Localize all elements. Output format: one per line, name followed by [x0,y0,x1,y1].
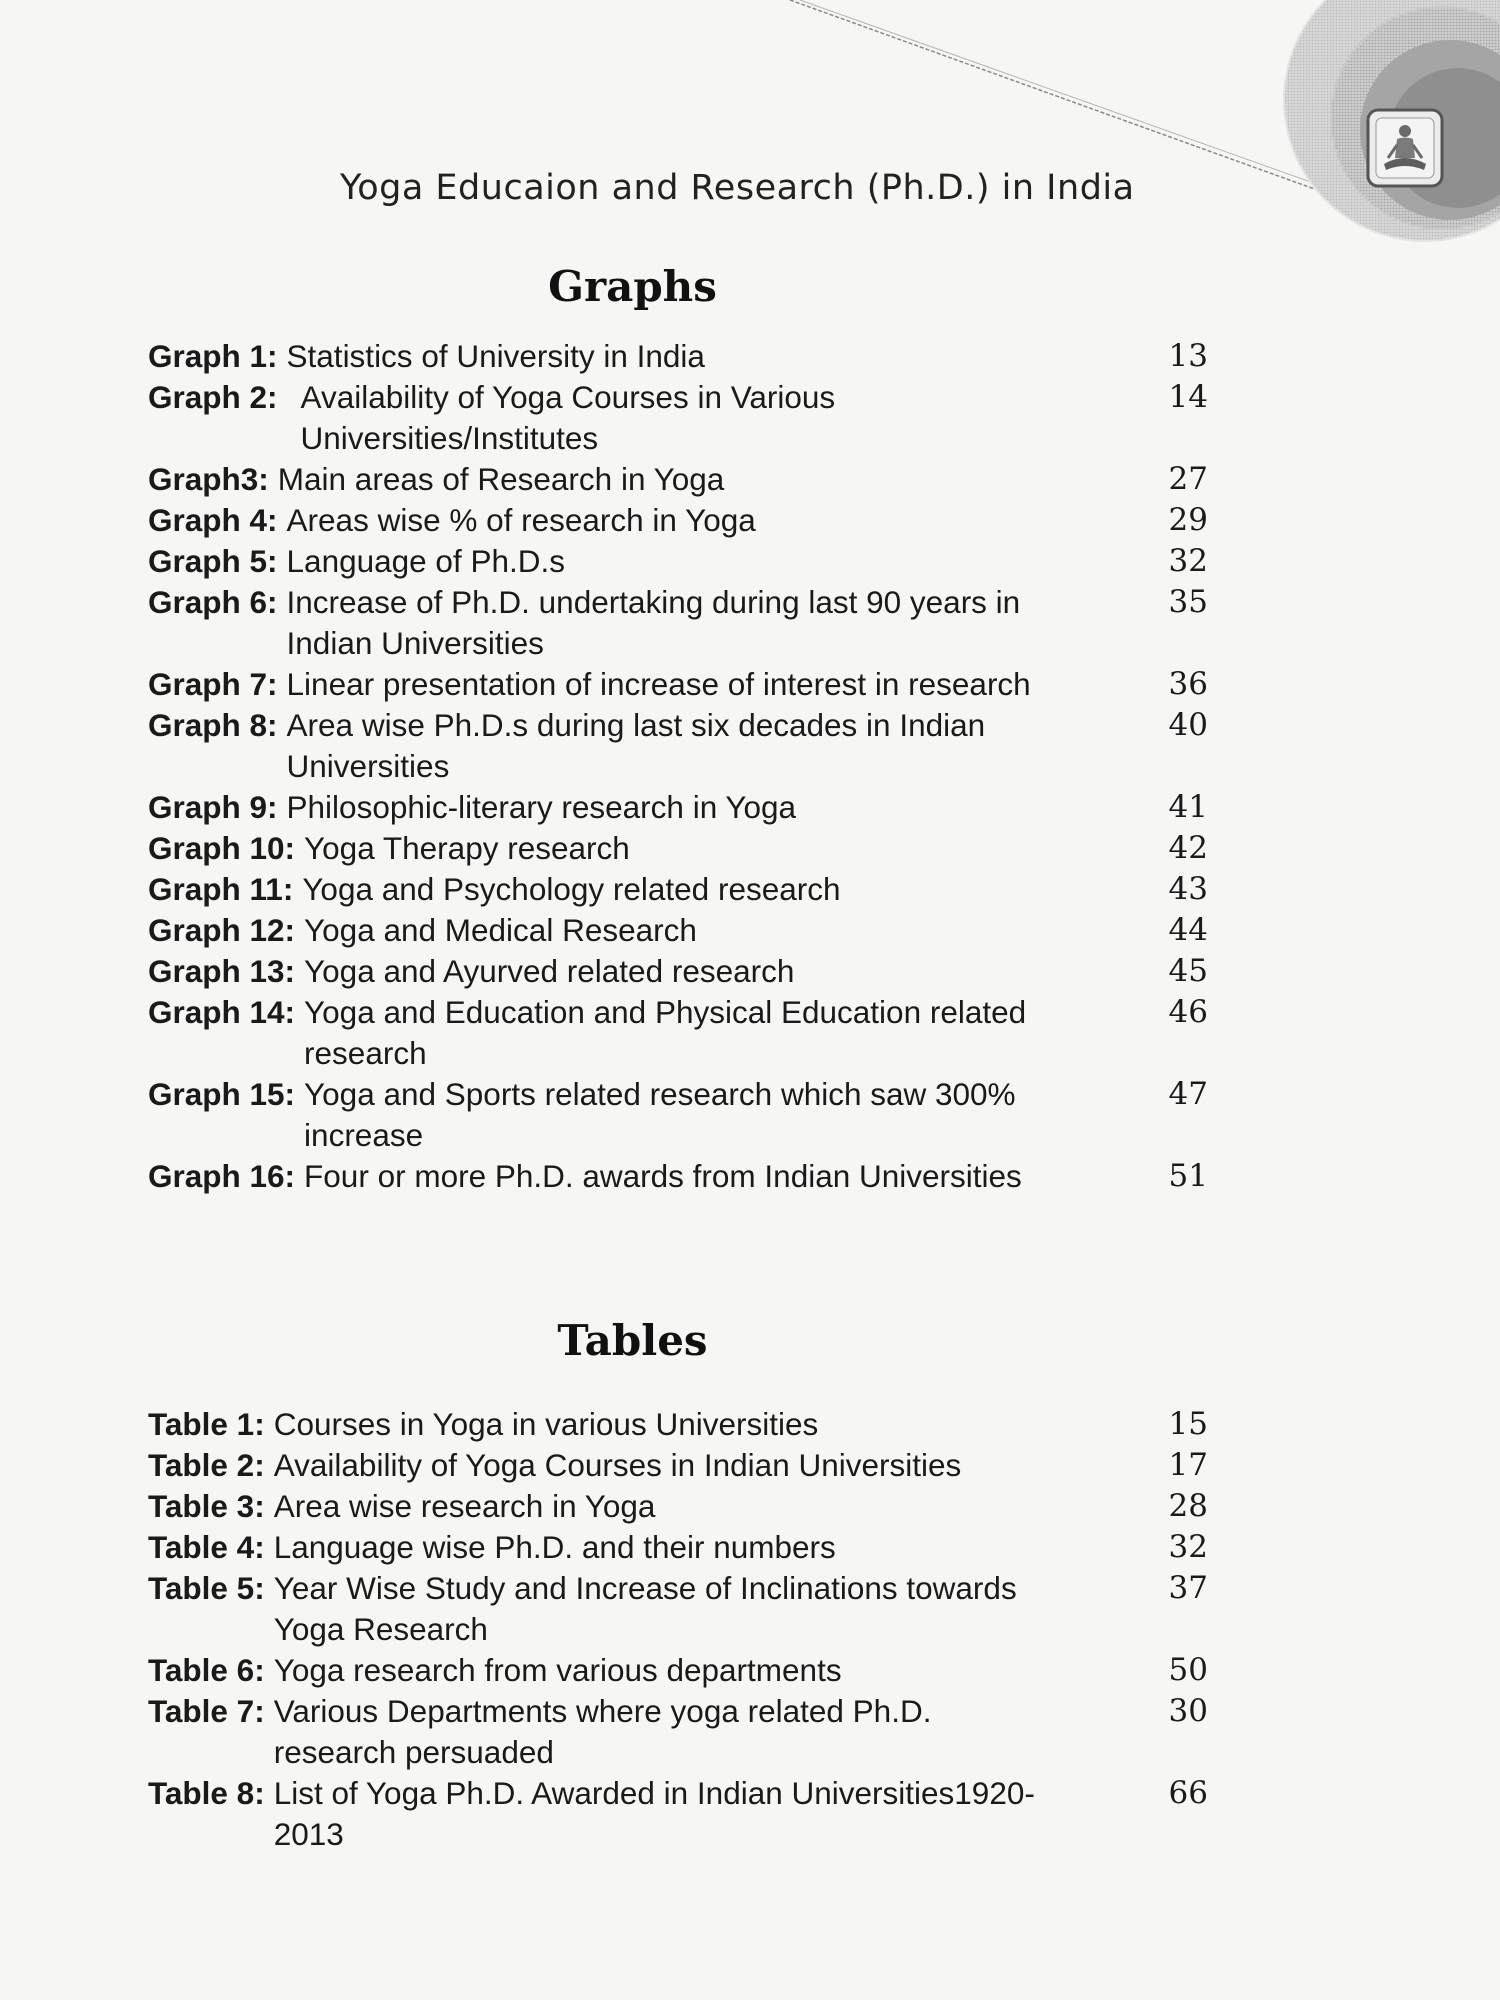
entry-label: Graph 10: [148,830,296,866]
entry-page: 45 [1168,953,1208,989]
graph-entry-8[interactable] [148,705,1208,787]
graph-entry-12[interactable] [148,910,1208,951]
entry-label: Graph 13: [148,953,296,989]
meditating-yogi-icon [1368,110,1442,186]
entry-page: 37 [1168,1570,1208,1606]
graph-entry-15[interactable] [148,1074,1208,1156]
entry-text: Yoga and Ayurved related research [304,953,795,989]
tables-section-title: Tables [557,1316,708,1365]
graph-entry-11[interactable] [148,869,1208,910]
entry-text: Courses in Yoga in various Universities [273,1406,819,1442]
entry-page: 32 [1168,543,1208,579]
graph-entry-1[interactable] [148,336,1208,377]
entry-label: Graph 1: [148,338,278,374]
entry-text: Area wise Ph.D.s during last six decades in Indian Universities [286,707,986,784]
entry-text: Various Departments where yoga related Ph.D. research persuaded [273,1693,932,1770]
entry-label: Graph 16: [148,1158,296,1194]
entry-page: 47 [1168,1076,1208,1112]
entry-text: Availability of Yoga Courses in Indian Universities [273,1447,962,1483]
entry-label: Table 4: [148,1529,265,1565]
entry-label: Graph 2: [148,379,278,415]
running-header: Yoga Educaion and Research (Ph.D.) in India [340,168,1135,208]
entry-label: Graph 9: [148,789,278,825]
graphs-section-title: Graphs [548,262,717,311]
graphs-toc-list [148,336,1208,1197]
table-entry-6[interactable] [148,1650,1208,1691]
entry-page: 40 [1168,707,1208,743]
entry-page: 51 [1168,1158,1208,1194]
entry-page: 13 [1168,338,1208,374]
entry-text: Yoga and Medical Research [304,912,697,948]
entry-text: Increase of Ph.D. undertaking during last 90 years in Indian Universities [286,584,1021,661]
graph-entry-6[interactable] [148,582,1208,664]
entry-text: Statistics of University in India [286,338,705,374]
graph-entry-5[interactable] [148,541,1208,582]
entry-label: Table 7: [148,1693,265,1729]
entry-label: Graph 7: [148,666,278,702]
entry-text: Yoga and Psychology related research [302,871,841,907]
entry-page: 50 [1168,1652,1208,1688]
entry-text: Four or more Ph.D. awards from Indian Universities [304,1158,1022,1194]
entry-label: Graph 4: [148,502,278,538]
graph-entry-7[interactable] [148,664,1208,705]
table-entry-7[interactable] [148,1691,1208,1773]
graph-entry-3[interactable] [148,459,1208,500]
entry-page: 43 [1168,871,1208,907]
entry-page: 30 [1168,1693,1208,1729]
entry-text: Main areas of Research in Yoga [277,461,725,497]
table-entry-3[interactable] [148,1486,1208,1527]
entry-text: Philosophic-literary research in Yoga [286,789,797,825]
table-entry-8[interactable] [148,1773,1208,1855]
entry-label: Table 5: [148,1570,265,1606]
entry-label: Graph 6: [148,584,278,620]
table-entry-1[interactable] [148,1404,1208,1445]
entry-label: Graph 14: [148,994,296,1030]
entry-label: Table 3: [148,1488,265,1524]
entry-text: Yoga and Sports related research which saw 300% increase [304,1076,1016,1153]
entry-label: Table 6: [148,1652,265,1688]
entry-page: 28 [1168,1488,1208,1524]
table-entry-5[interactable] [148,1568,1208,1650]
entry-label: Graph 12: [148,912,296,948]
entry-page: 46 [1168,994,1208,1030]
entry-page: 44 [1168,912,1208,948]
entry-text: Language wise Ph.D. and their numbers [273,1529,836,1565]
entry-text: Yoga and Education and Physical Education related research [304,994,1027,1071]
table-entry-2[interactable] [148,1445,1208,1486]
entry-text: Areas wise % of research in Yoga [286,502,756,538]
entry-label: Graph 15: [148,1076,296,1112]
corner-decoration [0,0,1500,260]
entry-text: Yoga research from various departments [273,1652,842,1688]
entry-label: Table 1: [148,1406,265,1442]
entry-label: Graph3: [148,461,269,497]
graph-entry-2[interactable] [148,377,1208,459]
entry-label: Graph 5: [148,543,278,579]
graph-entry-13[interactable] [148,951,1208,992]
entry-page: 17 [1168,1447,1208,1483]
entry-text: Linear presentation of increase of interest in research [286,666,1031,702]
entry-page: 14 [1168,379,1208,415]
entry-text: Language of Ph.D.s [286,543,565,579]
tables-toc-list [148,1404,1208,1855]
entry-page: 15 [1168,1406,1208,1442]
entry-page: 27 [1168,461,1208,497]
entry-label: Graph 8: [148,707,278,743]
entry-page: 41 [1168,789,1208,825]
entry-label: Table 8: [148,1775,265,1811]
graph-entry-16[interactable] [148,1156,1208,1197]
entry-page: 42 [1168,830,1208,866]
entry-text: Area wise research in Yoga [273,1488,656,1524]
table-entry-4[interactable] [148,1527,1208,1568]
graph-entry-14[interactable] [148,992,1208,1074]
graph-entry-4[interactable] [148,500,1208,541]
entry-label: Graph 11: [148,871,294,907]
entry-page: 66 [1168,1775,1208,1811]
graph-entry-9[interactable] [148,787,1208,828]
entry-page: 35 [1168,584,1208,620]
entry-page: 32 [1168,1529,1208,1565]
graph-entry-10[interactable] [148,828,1208,869]
entry-text: Yoga Therapy research [304,830,630,866]
entry-text: Year Wise Study and Increase of Inclinations towards Yoga Research [273,1570,1017,1647]
entry-label: Table 2: [148,1447,265,1483]
entry-text: Availability of Yoga Courses in Various Universities/Institutes [300,379,836,456]
entry-text: List of Yoga Ph.D. Awarded in Indian Universities1920-2013 [273,1775,1035,1852]
entry-page: 36 [1168,666,1208,702]
entry-page: 29 [1168,502,1208,538]
